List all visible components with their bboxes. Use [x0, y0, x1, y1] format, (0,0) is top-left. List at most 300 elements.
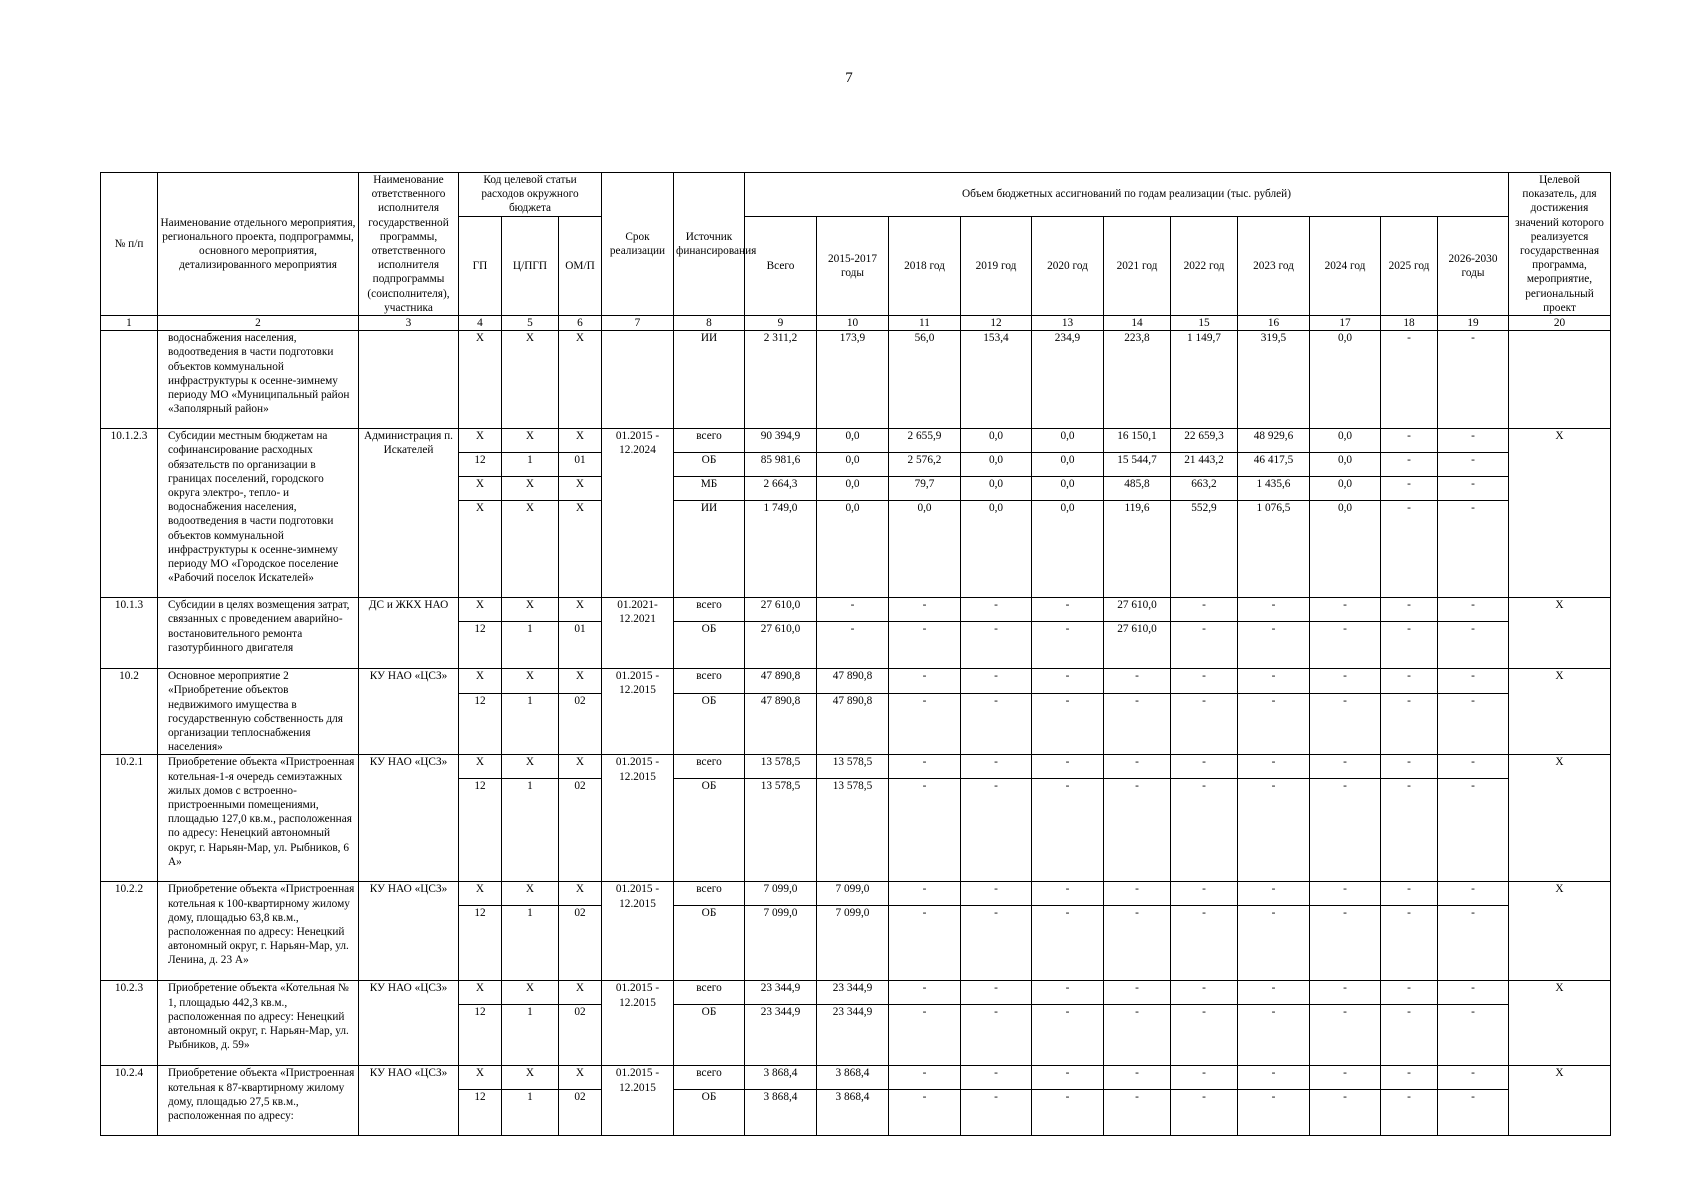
code-omp: X: [559, 882, 602, 906]
budget-value-cell: -: [1238, 1090, 1310, 1136]
budget-value-cell: 2 664,3: [745, 477, 817, 501]
budget-value-cell: 15 544,7: [1104, 453, 1171, 477]
entry-period: 01.2015 - 12.2015: [602, 882, 674, 981]
header-2021: 2021 год: [1104, 216, 1171, 315]
budget-value-cell: 0,0: [1032, 453, 1104, 477]
header-code-group: Код целевой статьи расходов окружного бюджета: [459, 173, 602, 217]
header-gp: ГП: [459, 216, 502, 315]
entry-target: X: [1509, 429, 1611, 598]
budget-value-cell: 16 150,1: [1104, 429, 1171, 453]
budget-value-cell: -: [1104, 1066, 1171, 1090]
financing-source: ОБ: [674, 453, 745, 477]
budget-value-cell: -: [1310, 693, 1381, 755]
table-body: [101, 316, 1611, 1136]
code-cpgp: 1: [502, 1005, 559, 1066]
code-cpgp: X: [502, 1066, 559, 1090]
budget-value-cell: -: [961, 981, 1032, 1005]
budget-value-cell: -: [1310, 779, 1381, 882]
budget-value-cell: -: [1438, 755, 1509, 779]
budget-value-cell: -: [1104, 669, 1171, 693]
budget-value-cell: 1 076,5: [1238, 501, 1310, 598]
budget-value-cell: -: [1438, 906, 1509, 981]
code-omp: X: [559, 477, 602, 501]
budget-value-cell: -: [1381, 981, 1438, 1005]
header-2018: 2018 год: [889, 216, 961, 315]
column-number-cell: 13: [1032, 316, 1104, 331]
column-number-cell: 15: [1171, 316, 1238, 331]
budget-value-cell: 23 344,9: [745, 1005, 817, 1066]
budget-value-cell: -: [1310, 669, 1381, 693]
budget-value-cell: -: [1104, 882, 1171, 906]
code-cpgp: X: [502, 882, 559, 906]
budget-value-cell: 90 394,9: [745, 429, 817, 453]
budget-value-cell: -: [889, 693, 961, 755]
header-2025: 2025 год: [1381, 216, 1438, 315]
entry-number: [101, 331, 158, 429]
budget-value-cell: -: [1104, 755, 1171, 779]
header-2024: 2024 год: [1310, 216, 1381, 315]
header-target: Целевой показатель, для достижения значений которого реализуется государственная программа, мероприятие, региональный проект: [1509, 173, 1611, 316]
budget-value-cell: 23 344,9: [817, 981, 889, 1005]
entry-period: 01.2015 - 12.2015: [602, 755, 674, 882]
code-cpgp: X: [502, 669, 559, 693]
financing-source: ОБ: [674, 693, 745, 755]
code-gp: 12: [459, 693, 502, 755]
financing-source: всего: [674, 981, 745, 1005]
budget-value-cell: -: [1381, 331, 1438, 429]
code-omp: X: [559, 755, 602, 779]
budget-value-cell: 3 868,4: [745, 1090, 817, 1136]
budget-value-cell: -: [1104, 906, 1171, 981]
entry-period: 01.2015 - 12.2024: [602, 429, 674, 598]
financing-source: всего: [674, 1066, 745, 1090]
budget-value-cell: -: [1438, 779, 1509, 882]
budget-value-cell: 79,7: [889, 477, 961, 501]
budget-value-cell: 47 890,8: [745, 693, 817, 755]
budget-value-cell: -: [1238, 622, 1310, 669]
header-num: № п/п: [101, 173, 158, 316]
budget-value-cell: 0,0: [1310, 477, 1381, 501]
budget-value-cell: -: [1238, 1066, 1310, 1090]
entry-executor: КУ НАО «ЦСЗ»: [359, 669, 459, 755]
entry-period: [602, 331, 674, 429]
budget-value-cell: -: [1381, 669, 1438, 693]
financing-source: ОБ: [674, 622, 745, 669]
budget-value-cell: 46 417,5: [1238, 453, 1310, 477]
budget-value-cell: -: [1310, 1066, 1381, 1090]
code-omp: X: [559, 981, 602, 1005]
budget-value-cell: -: [961, 669, 1032, 693]
budget-value-cell: -: [961, 906, 1032, 981]
budget-value-cell: -: [1381, 1005, 1438, 1066]
budget-value-cell: -: [1381, 755, 1438, 779]
budget-value-cell: -: [1171, 906, 1238, 981]
entry-executor: [359, 331, 459, 429]
budget-value-cell: 48 929,6: [1238, 429, 1310, 453]
budget-value-cell: -: [1310, 1005, 1381, 1066]
budget-value-cell: -: [1032, 1005, 1104, 1066]
budget-value-cell: -: [1032, 598, 1104, 622]
budget-value-cell: -: [1438, 453, 1509, 477]
entry-name: Приобретение объекта «Пристроенная котельная-1-я очередь семиэтажных жилых домов с встроенно-пристроенными помещениями, площадью 127,0 кв.м., расположенная по адресу: Ненецкий автономный округ, г. Нарьян-Мар, ул. Рыбников, 6 А»: [158, 755, 359, 882]
table-row: [101, 598, 1611, 622]
entry-target: X: [1509, 755, 1611, 882]
budget-value-cell: 3 868,4: [817, 1066, 889, 1090]
code-cpgp: X: [502, 598, 559, 622]
code-gp: 12: [459, 1090, 502, 1136]
budget-value-cell: 23 344,9: [745, 981, 817, 1005]
column-number-cell: 8: [674, 316, 745, 331]
entry-executor: КУ НАО «ЦСЗ»: [359, 981, 459, 1066]
budget-value-cell: -: [1381, 453, 1438, 477]
budget-value-cell: -: [1032, 1090, 1104, 1136]
code-omp: X: [559, 1066, 602, 1090]
column-number-cell: 5: [502, 316, 559, 331]
code-gp: X: [459, 981, 502, 1005]
budget-value-cell: -: [961, 779, 1032, 882]
budget-value-cell: -: [1238, 598, 1310, 622]
code-gp: 12: [459, 622, 502, 669]
budget-value-cell: -: [1310, 882, 1381, 906]
header-period: Срок реализации: [602, 173, 674, 316]
column-number-cell: 10: [817, 316, 889, 331]
budget-value-cell: -: [1438, 1066, 1509, 1090]
budget-value-cell: -: [889, 622, 961, 669]
entry-executor: КУ НАО «ЦСЗ»: [359, 755, 459, 882]
budget-value-cell: -: [1381, 882, 1438, 906]
budget-value-cell: 3 868,4: [817, 1090, 889, 1136]
budget-value-cell: 3 868,4: [745, 1066, 817, 1090]
table-row: [101, 1066, 1611, 1090]
budget-value-cell: -: [889, 1090, 961, 1136]
column-number-cell: 17: [1310, 316, 1381, 331]
page-number: 7: [845, 70, 853, 86]
budget-value-cell: 1 149,7: [1171, 331, 1238, 429]
budget-value-cell: 1 749,0: [745, 501, 817, 598]
financing-source: ИИ: [674, 501, 745, 598]
entry-target: X: [1509, 669, 1611, 755]
column-number-cell: 7: [602, 316, 674, 331]
code-cpgp: X: [502, 331, 559, 429]
budget-value-cell: -: [1310, 981, 1381, 1005]
column-number-cell: 11: [889, 316, 961, 331]
budget-value-cell: 2 311,2: [745, 331, 817, 429]
budget-value-cell: -: [1310, 622, 1381, 669]
code-gp: 12: [459, 1005, 502, 1066]
budget-value-cell: -: [1381, 429, 1438, 453]
header-2020: 2020 год: [1032, 216, 1104, 315]
entry-name: водоснабжения населения, водоотведения в части подготовки объектов коммунальной инфраструктуры к осенне-зимнему периоду МО «Муниципальный район «Заполярный район»: [158, 331, 359, 429]
budget-value-cell: -: [1032, 906, 1104, 981]
budget-value-cell: -: [1104, 779, 1171, 882]
budget-value-cell: 0,0: [889, 501, 961, 598]
code-omp: 02: [559, 906, 602, 981]
budget-value-cell: -: [889, 598, 961, 622]
budget-value-cell: -: [1310, 1090, 1381, 1136]
code-cpgp: 1: [502, 906, 559, 981]
code-gp: X: [459, 882, 502, 906]
budget-value-cell: -: [1238, 755, 1310, 779]
column-number-cell: 3: [359, 316, 459, 331]
budget-value-cell: 119,6: [1104, 501, 1171, 598]
budget-value-cell: -: [1381, 622, 1438, 669]
table-row: [101, 981, 1611, 1005]
budget-value-cell: -: [1438, 622, 1509, 669]
code-cpgp: 1: [502, 693, 559, 755]
budget-value-cell: 47 890,8: [817, 669, 889, 693]
budget-value-cell: 153,4: [961, 331, 1032, 429]
entry-number: 10.2.2: [101, 882, 158, 981]
budget-value-cell: -: [1381, 598, 1438, 622]
entry-name: Приобретение объекта «Пристроенная котельная к 100-квартирному жилому дому, площадью 63,8 кв.м., расположенная по адресу: Ненецкий автономный округ, г. Нарьян-Мар, ул. Ленина, д. 23 А»: [158, 882, 359, 981]
budget-value-cell: 0,0: [1032, 501, 1104, 598]
budget-value-cell: 21 443,2: [1171, 453, 1238, 477]
budget-value-cell: -: [1438, 882, 1509, 906]
budget-value-cell: -: [817, 598, 889, 622]
budget-value-cell: -: [1171, 1005, 1238, 1066]
code-cpgp: X: [502, 477, 559, 501]
code-gp: X: [459, 1066, 502, 1090]
entry-name: Субсидии местным бюджетам на софинансирование расходных обязательств по организации в границах поселений, городского округа электро-, тепло- и водоснабжения населения, водоотведения в части подготовки объектов коммунальной инфраструктуры к осенне-зимнему периоду МО «Городское поселение «Рабочий поселок Искателей»: [158, 429, 359, 598]
entry-executor: ДС и ЖКХ НАО: [359, 598, 459, 669]
budget-value-cell: -: [889, 1066, 961, 1090]
budget-value-cell: -: [1238, 906, 1310, 981]
budget-value-cell: -: [1438, 669, 1509, 693]
entry-name: Основное мероприятие 2 «Приобретение объектов недвижимого имущества в государственную собственность для организации теплоснабжения населения»: [158, 669, 359, 755]
budget-value-cell: -: [1381, 779, 1438, 882]
budget-value-cell: -: [1438, 598, 1509, 622]
budget-value-cell: 663,2: [1171, 477, 1238, 501]
financing-source: всего: [674, 882, 745, 906]
budget-value-cell: -: [961, 1090, 1032, 1136]
code-cpgp: 1: [502, 779, 559, 882]
budget-value-cell: 485,8: [1104, 477, 1171, 501]
budget-value-cell: -: [1238, 882, 1310, 906]
entry-period: 01.2015 - 12.2015: [602, 669, 674, 755]
budget-value-cell: -: [1171, 1090, 1238, 1136]
entry-name: Субсидии в целях возмещения затрат, связанных с проведением аварийно-востановительного ремонта газотурбинного двигателя: [158, 598, 359, 669]
code-omp: 02: [559, 779, 602, 882]
budget-value-cell: 7 099,0: [745, 906, 817, 981]
budget-value-cell: -: [1238, 669, 1310, 693]
budget-value-cell: -: [1438, 501, 1509, 598]
budget-value-cell: -: [1438, 1090, 1509, 1136]
header-2022: 2022 год: [1171, 216, 1238, 315]
budget-value-cell: 27 610,0: [745, 598, 817, 622]
header-2023: 2023 год: [1238, 216, 1310, 315]
code-cpgp: 1: [502, 622, 559, 669]
budget-value-cell: 0,0: [961, 429, 1032, 453]
table-row: [101, 429, 1611, 453]
budget-value-cell: -: [1171, 669, 1238, 693]
code-gp: 12: [459, 453, 502, 477]
code-cpgp: X: [502, 501, 559, 598]
budget-value-cell: -: [1438, 693, 1509, 755]
code-gp: X: [459, 501, 502, 598]
header-name: Наименование отдельного мероприятия, регионального проекта, подпрограммы, основного мероприятия, детализированного мероприятия: [158, 173, 359, 316]
budget-value-cell: 234,9: [1032, 331, 1104, 429]
financing-source: ОБ: [674, 779, 745, 882]
code-omp: X: [559, 501, 602, 598]
budget-value-cell: 13 578,5: [817, 755, 889, 779]
budget-value-cell: 13 578,5: [817, 779, 889, 882]
header-executor: Наименование ответственного исполнителя государственной программы, ответственного исполнителя подпрограммы (соисполнителя), участника: [359, 173, 459, 316]
budget-value-cell: -: [1104, 1090, 1171, 1136]
budget-value-cell: -: [1171, 1066, 1238, 1090]
budget-value-cell: -: [1104, 693, 1171, 755]
budget-value-cell: -: [1438, 1005, 1509, 1066]
budget-value-cell: -: [1310, 906, 1381, 981]
budget-value-cell: -: [1032, 693, 1104, 755]
budget-value-cell: -: [1438, 477, 1509, 501]
budget-value-cell: -: [1238, 693, 1310, 755]
entry-executor: КУ НАО «ЦСЗ»: [359, 1066, 459, 1136]
financing-source: ОБ: [674, 1090, 745, 1136]
budget-value-cell: 552,9: [1171, 501, 1238, 598]
budget-value-cell: -: [1381, 1066, 1438, 1090]
budget-value-cell: -: [1032, 779, 1104, 882]
budget-value-cell: 0,0: [1310, 501, 1381, 598]
budget-value-cell: 2 576,2: [889, 453, 961, 477]
code-omp: 02: [559, 693, 602, 755]
budget-value-cell: 85 981,6: [745, 453, 817, 477]
budget-value-cell: 56,0: [889, 331, 961, 429]
financing-source: МБ: [674, 477, 745, 501]
budget-value-cell: -: [1104, 1005, 1171, 1066]
entry-target: X: [1509, 981, 1611, 1066]
budget-value-cell: -: [889, 981, 961, 1005]
header-cpgp: Ц/ПГП: [502, 216, 559, 315]
entry-target: X: [1509, 882, 1611, 981]
budget-value-cell: 13 578,5: [745, 755, 817, 779]
budget-value-cell: -: [961, 693, 1032, 755]
budget-value-cell: -: [1032, 755, 1104, 779]
budget-value-cell: 0,0: [1032, 477, 1104, 501]
code-gp: X: [459, 429, 502, 453]
budget-value-cell: -: [961, 1005, 1032, 1066]
budget-value-cell: 319,5: [1238, 331, 1310, 429]
budget-value-cell: -: [889, 669, 961, 693]
budget-value-cell: -: [1381, 1090, 1438, 1136]
budget-value-cell: -: [817, 622, 889, 669]
code-omp: 01: [559, 622, 602, 669]
budget-value-cell: 23 344,9: [817, 1005, 889, 1066]
budget-value-cell: 0,0: [817, 477, 889, 501]
code-omp: X: [559, 669, 602, 693]
budget-value-cell: -: [1310, 755, 1381, 779]
budget-value-cell: 7 099,0: [817, 906, 889, 981]
entry-target: X: [1509, 598, 1611, 669]
header-2019: 2019 год: [961, 216, 1032, 315]
budget-value-cell: -: [961, 755, 1032, 779]
budget-value-cell: -: [1171, 598, 1238, 622]
budget-value-cell: -: [889, 755, 961, 779]
entry-target: X: [1509, 1066, 1611, 1136]
code-cpgp: 1: [502, 453, 559, 477]
budget-value-cell: -: [1381, 906, 1438, 981]
code-gp: X: [459, 331, 502, 429]
budget-value-cell: 7 099,0: [817, 882, 889, 906]
budget-value-cell: 0,0: [817, 453, 889, 477]
code-omp: 01: [559, 453, 602, 477]
budget-value-cell: -: [1381, 693, 1438, 755]
entry-number: 10.2: [101, 669, 158, 755]
budget-value-cell: -: [961, 622, 1032, 669]
budget-value-cell: 0,0: [817, 429, 889, 453]
financing-source: ИИ: [674, 331, 745, 429]
budget-value-cell: -: [889, 882, 961, 906]
entry-period: 01.2015 - 12.2015: [602, 1066, 674, 1136]
column-number-cell: 1: [101, 316, 158, 331]
budget-value-cell: 173,9: [817, 331, 889, 429]
budget-value-cell: -: [1032, 882, 1104, 906]
table-row: [101, 882, 1611, 906]
budget-value-cell: 2 655,9: [889, 429, 961, 453]
code-cpgp: X: [502, 981, 559, 1005]
budget-value-cell: -: [961, 598, 1032, 622]
table-row: [101, 669, 1611, 693]
budget-value-cell: -: [1381, 477, 1438, 501]
entry-period: 01.2015 - 12.2015: [602, 981, 674, 1066]
budget-value-cell: -: [1171, 882, 1238, 906]
budget-value-cell: 0,0: [1310, 331, 1381, 429]
budget-value-cell: 13 578,5: [745, 779, 817, 882]
code-cpgp: X: [502, 755, 559, 779]
budget-value-cell: -: [1310, 598, 1381, 622]
code-omp: X: [559, 429, 602, 453]
header-2015-2017: 2015-2017 годы: [817, 216, 889, 315]
budget-value-cell: -: [1032, 669, 1104, 693]
column-number-cell: 16: [1238, 316, 1310, 331]
column-number-cell: 4: [459, 316, 502, 331]
budget-value-cell: 27 610,0: [745, 622, 817, 669]
financing-source: всего: [674, 755, 745, 779]
table-row: [101, 755, 1611, 779]
budget-value-cell: -: [1438, 331, 1509, 429]
budget-value-cell: -: [1238, 981, 1310, 1005]
budget-value-cell: -: [1104, 981, 1171, 1005]
budget-value-cell: -: [1381, 501, 1438, 598]
budget-value-cell: -: [1238, 779, 1310, 882]
budget-value-cell: 0,0: [961, 501, 1032, 598]
code-gp: X: [459, 755, 502, 779]
financing-source: всего: [674, 598, 745, 622]
financing-source: всего: [674, 669, 745, 693]
budget-value-cell: -: [961, 1066, 1032, 1090]
budget-value-cell: -: [1171, 779, 1238, 882]
column-number-cell: 19: [1438, 316, 1509, 331]
budget-value-cell: -: [889, 779, 961, 882]
budget-value-cell: 47 890,8: [817, 693, 889, 755]
budget-value-cell: 22 659,3: [1171, 429, 1238, 453]
budget-value-cell: -: [1438, 429, 1509, 453]
entry-target: [1509, 331, 1611, 429]
column-number-cell: 20: [1509, 316, 1611, 331]
budget-value-cell: 27 610,0: [1104, 598, 1171, 622]
budget-value-cell: 0,0: [1032, 429, 1104, 453]
code-omp: 02: [559, 1090, 602, 1136]
column-number-cell: 18: [1381, 316, 1438, 331]
entry-number: 10.2.3: [101, 981, 158, 1066]
code-cpgp: 1: [502, 1090, 559, 1136]
financing-source: ОБ: [674, 1005, 745, 1066]
code-gp: 12: [459, 906, 502, 981]
entry-executor: КУ НАО «ЦСЗ»: [359, 882, 459, 981]
code-omp: 02: [559, 1005, 602, 1066]
entry-number: 10.2.4: [101, 1066, 158, 1136]
header-volume-group: Объем бюджетных ассигнований по годам реализации (тыс. рублей): [745, 173, 1509, 217]
budget-value-cell: -: [1171, 622, 1238, 669]
